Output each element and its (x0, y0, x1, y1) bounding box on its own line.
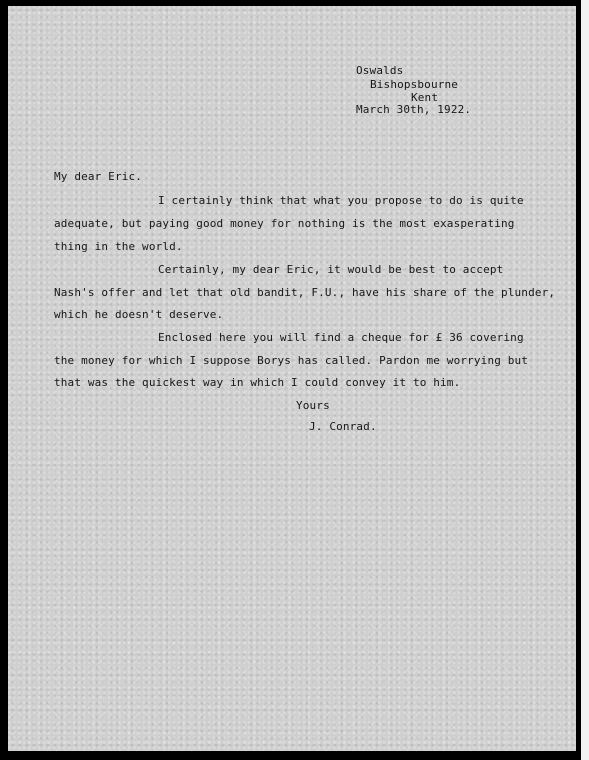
paragraph-3-line-2: the money for which I suppose Borys has called. Pardon me worrying but (54, 354, 529, 367)
paragraph-2-line-2: Nash's offer and let that old bandit, F.U., have his share of the plunder, (54, 286, 556, 299)
paragraph-3-line-1: Enclosed here you will find a cheque for £ 36 covering (158, 331, 524, 344)
address-line-1: Oswalds (356, 64, 404, 77)
address-line-2: Bishopsbourne (370, 78, 459, 91)
salutation: My dear Eric. (54, 170, 143, 183)
letter-page (8, 6, 576, 751)
paragraph-1-line-2: adequate, but paying good money for nothing is the most exasperating (54, 217, 515, 230)
address-line-3: Kent (411, 91, 439, 104)
paragraph-2-line-1: Certainly, my dear Eric, it would be best to accept (158, 263, 504, 276)
signature: J. Conrad. (309, 420, 377, 433)
closing: Yours (296, 399, 330, 412)
paragraph-1-line-3: thing in the world. (54, 240, 183, 253)
paragraph-2-line-3: which he doesn't deserve. (54, 308, 224, 321)
paragraph-3-line-3: that was the quickest way in which I could convey it to him. (54, 376, 461, 389)
paragraph-1-line-1: I certainly think that what you propose to do is quite (158, 194, 524, 207)
letter-date: March 30th, 1922. (356, 103, 472, 116)
page-edge (581, 0, 589, 760)
